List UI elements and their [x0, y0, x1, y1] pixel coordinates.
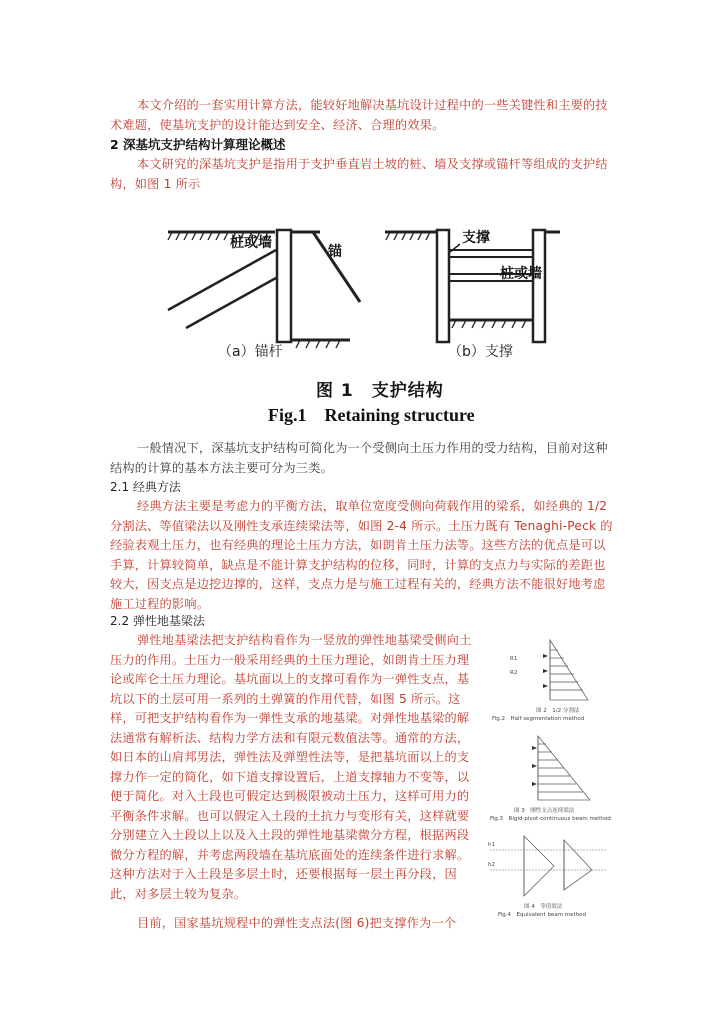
section-heading-2-2: 2.2 弹性地基梁法: [110, 614, 205, 628]
fig3-caption-en: Fig.3 Rigid-pivot-continuous beam method: [490, 816, 611, 822]
label-anchor: 锚: [328, 244, 342, 260]
figure-1-retaining-structure: [160, 220, 560, 365]
paragraph-elastic-foundation-beam: 弹性地基梁法把支护结构看作为一竖放的弹性地基梁受侧向土压力的作用。土压力一般采用经典的土压力理论，如朗肯土压力理论或库仑土压力理论。基坑面以上的支撑可看作为一弹性支点，基坑以下的土层可用一系列的土弹簧的作用代替，如图 5 所示。这样，可把支护结构看作为一弹性支承的地基梁。对弹性地基梁的解法通常有解析法、结构力学方法和有限元数值法等。通常的方法，如日本的山肩邦男法，弹性法及弹塑性法等，是把基坑面以上的支撑力作一定的简化，如下道支撑设置后，上道支撑轴力不变等，以便于简化。对入土段也可假定达到极限被动土压力，这样可用力的平衡条件求解。也可以假定入土段的土抗力与变形有关，这样就要分别建立入土段以上以及入土段的弹性地基梁微分方程，根据两段微分方程的解，并考虑两段墙在基坑底面处的连续条件进行求解。这种方法对于入土段是多层土时，还要根据每一层土再分段，因此，对多层土较为复杂。: [110, 633, 472, 901]
subcaption-a: （a）锚杆: [218, 344, 283, 360]
intro-paragraph: 本文介绍的一套实用计算方法，能较好地解决基坑设计过程中的一些关键性和主要的技术难题，使基坑支护的设计能达到安全、经济、合理的效果。: [110, 98, 608, 132]
subcaption-b: （b）支撑: [448, 344, 513, 360]
svg-text:h2: h2: [488, 862, 495, 868]
section-heading-2: 2 深基坑支护结构计算理论概述: [110, 137, 286, 152]
fig3-caption-cn: 图 3 刚性支点连续梁法: [514, 808, 575, 814]
svg-text:R2: R2: [510, 670, 518, 676]
paragraph-classic-method: 经典方法主要是考虑力的平衡方法，取单位宽度受侧向荷载作用的梁系，如经典的 1/2 分割法、等值梁法以及刚性支承连续梁法等，如图 2-4 所示。土压力既有 Tenaghi-Peck 的经验表观土压力，也有经典的理论土压力方法，如朗肯土压力法等。这些方法的优点是可以手算，计算较简单，缺点是不能计算支护结构的位移，同时，计算的支点力与实际的差距也较大，因支点是边挖边撑的，这样，支点力是与施工过程有关的，经典方法不能很好地考虑施工过程的影响。: [110, 499, 613, 611]
figure-4-equivalent-beam: [484, 830, 616, 920]
label-strut: 支撑: [462, 230, 490, 246]
label-pile-or-wall-b: 桩或墙: [500, 266, 542, 282]
svg-text:R1: R1: [510, 656, 518, 662]
section-heading-2-1: 2.1 经典方法: [110, 480, 181, 494]
paragraph-general-methods: 一般情况下，深基坑支护结构可简化为一个受侧向土压力作用的受力结构，目前对这种结构的计算的基本方法主要可分为三类。: [110, 441, 608, 475]
figure-1a-anchor-diagram: [168, 230, 360, 348]
paragraph-elastic-pivot-method: 目前，国家基坑规程中的弹性支点法(图 6)把支撑作为一个: [137, 916, 457, 930]
fig2-caption-en: Fig.2 Half segmentation method: [492, 716, 585, 722]
figure-2-half-segmentation: [488, 634, 616, 724]
fig2-caption-cn: 图 2 1/2 分割法: [536, 708, 580, 714]
label-pile-or-wall-a: 桩或墙: [230, 235, 272, 251]
fig4-caption-cn: 图 4 等值梁法: [524, 904, 563, 910]
figure-1-caption-en: Fig.1 Retaining structure: [268, 405, 475, 425]
figure-3-rigid-pivot-beam: [488, 730, 616, 822]
fig4-caption-en: Fig.4 Equivalent beam method: [498, 912, 587, 918]
svg-text:h1: h1: [488, 842, 495, 848]
figure-1-caption-cn: 图 1 支护结构: [316, 381, 444, 401]
section-2-paragraph: 本文研究的深基坑支护是指用于支护垂直岩土坡的桩、墙及支撑或锚杆等组成的支护结构，如图 1 所示: [110, 157, 608, 191]
figure-1b-strut-diagram: [385, 229, 560, 342]
